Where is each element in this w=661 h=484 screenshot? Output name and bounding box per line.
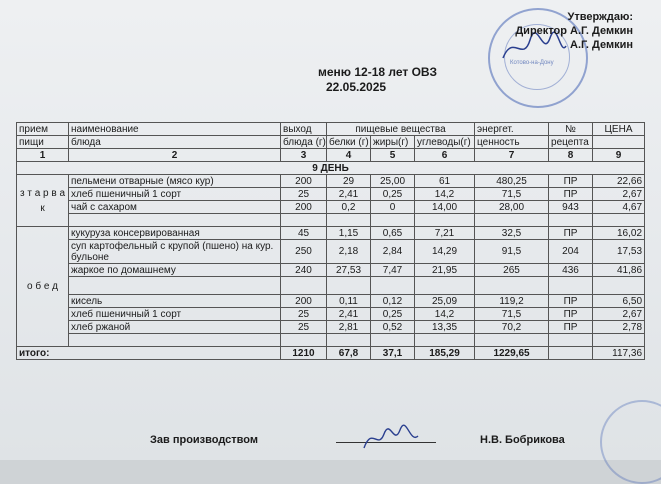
dish-name: чай с сахаром (69, 201, 281, 214)
header-cell: наименование (69, 123, 281, 136)
cell (415, 334, 475, 347)
dish-name: суп картофельный с крупой (пшено) на кур. бульоне (69, 240, 281, 264)
cell: 436 (549, 264, 593, 277)
cell: 0,25 (371, 308, 415, 321)
approval-block (433, 10, 633, 52)
day-label: 9 ДЕНЬ (17, 162, 645, 175)
day-row (17, 162, 645, 175)
round-stamp-bottom (600, 400, 661, 484)
table-row (17, 188, 645, 201)
header-cell: блюда (г) (281, 136, 327, 149)
approval-line-2: Директор А.Г. Демкин (515, 25, 633, 37)
cell (549, 277, 593, 295)
dish-name (69, 277, 281, 295)
cell: 943 (549, 201, 593, 214)
col-num: 6 (415, 149, 475, 162)
cell (475, 334, 549, 347)
cell (281, 214, 327, 227)
cell (549, 334, 593, 347)
lunch-label: о б е д (17, 227, 69, 347)
cell: ПР (549, 175, 593, 188)
cell: 32,5 (475, 227, 549, 240)
cell: 250 (281, 240, 327, 264)
header-cell: энергет. (475, 123, 549, 136)
cell: 200 (281, 201, 327, 214)
cell: 27,53 (327, 264, 371, 277)
cell (371, 214, 415, 227)
approval-line-3: А.Г. Демкин (570, 39, 633, 51)
cell: 71,5 (475, 308, 549, 321)
cell (371, 277, 415, 295)
total-cell: 67,8 (327, 347, 371, 360)
cell: 240 (281, 264, 327, 277)
cell: 25 (281, 321, 327, 334)
cell: 45 (281, 227, 327, 240)
cell: 2,41 (327, 308, 371, 321)
header-cell: пищевые вещества (327, 123, 475, 136)
dish-name: хлеб пшеничный 1 сорт (69, 188, 281, 201)
cell (327, 334, 371, 347)
stamp-text: Котово-на-Дону (510, 60, 554, 66)
cell: 1,15 (327, 227, 371, 240)
cell (549, 214, 593, 227)
total-row (17, 347, 645, 360)
total-cell: 117,36 (593, 347, 645, 360)
header-cell: углеводы(г) (415, 136, 475, 149)
col-num: 3 (281, 149, 327, 162)
cell (281, 334, 327, 347)
cell: 0,11 (327, 295, 371, 308)
header-cell: блюда (69, 136, 281, 149)
header-cell (593, 136, 645, 149)
cell (327, 214, 371, 227)
manager-signature (360, 420, 420, 456)
cell: 0,2 (327, 201, 371, 214)
cell (475, 214, 549, 227)
cell: 61 (415, 175, 475, 188)
cell: 119,2 (475, 295, 549, 308)
cell: ПР (549, 227, 593, 240)
header-cell: белки (г) (327, 136, 371, 149)
col-num: 8 (549, 149, 593, 162)
col-num: 2 (69, 149, 281, 162)
header-row-2 (17, 136, 645, 149)
dish-name (69, 334, 281, 347)
table-row (17, 214, 645, 227)
cell: 200 (281, 295, 327, 308)
dish-name (69, 214, 281, 227)
cell: 14,29 (415, 240, 475, 264)
cell: 480,25 (475, 175, 549, 188)
cell (593, 277, 645, 295)
col-num: 9 (593, 149, 645, 162)
col-num: 4 (327, 149, 371, 162)
cell (371, 334, 415, 347)
total-cell: 1229,65 (475, 347, 549, 360)
header-row-1 (17, 123, 645, 136)
cell: 25 (281, 188, 327, 201)
cell: 2,81 (327, 321, 371, 334)
cell: ПР (549, 308, 593, 321)
column-number-row (17, 149, 645, 162)
cell: 265 (475, 264, 549, 277)
table-row (17, 240, 645, 264)
table-row (17, 308, 645, 321)
cell: 14,2 (415, 188, 475, 201)
footer-role: Зав производством (150, 434, 259, 446)
cell: 25,09 (415, 295, 475, 308)
breakfast-label: з т а р в а к (17, 175, 69, 227)
cell (415, 277, 475, 295)
cell: 0,25 (371, 188, 415, 201)
cell (593, 214, 645, 227)
header-cell: прием (17, 123, 69, 136)
total-cell: 1210 (281, 347, 327, 360)
col-num: 1 (17, 149, 69, 162)
cell: 25 (281, 308, 327, 321)
cell: 0 (371, 201, 415, 214)
cell: 4,67 (593, 201, 645, 214)
table-row (17, 227, 645, 240)
header-cell: выход (281, 123, 327, 136)
menu-title: меню 12-18 лет ОВЗ (318, 65, 437, 79)
dish-name: кисель (69, 295, 281, 308)
table-row (17, 201, 645, 214)
cell: 13,35 (415, 321, 475, 334)
menu-date: 22.05.2025 (326, 80, 387, 94)
dish-name: пельмени отварные (мясо кур) (69, 175, 281, 188)
cell: 17,53 (593, 240, 645, 264)
cell: 2,41 (327, 188, 371, 201)
cell: 7,47 (371, 264, 415, 277)
header-cell: № (549, 123, 593, 136)
header-cell: ЦЕНА (593, 123, 645, 136)
cell (475, 277, 549, 295)
cell: 22,66 (593, 175, 645, 188)
total-label: итого: (17, 347, 281, 360)
cell: 71,5 (475, 188, 549, 201)
cell: 0,12 (371, 295, 415, 308)
cell: 70,2 (475, 321, 549, 334)
table-row (17, 321, 645, 334)
cell: 14,2 (415, 308, 475, 321)
header-cell: пищи (17, 136, 69, 149)
total-cell: 37,1 (371, 347, 415, 360)
cell: 29 (327, 175, 371, 188)
cell: ПР (549, 295, 593, 308)
table-row (17, 264, 645, 277)
dish-name: кукуруза консервированная (69, 227, 281, 240)
cell: 41,86 (593, 264, 645, 277)
table-row (17, 277, 645, 295)
total-cell: 185,29 (415, 347, 475, 360)
cell: ПР (549, 188, 593, 201)
cell: 14,00 (415, 201, 475, 214)
cell: ПР (549, 321, 593, 334)
cell: 200 (281, 175, 327, 188)
cell: 2,18 (327, 240, 371, 264)
cell: 2,67 (593, 188, 645, 201)
menu-table (16, 122, 645, 360)
table-row (17, 334, 645, 347)
cell: 2,78 (593, 321, 645, 334)
cell (281, 277, 327, 295)
table-row (17, 295, 645, 308)
cell: 6,50 (593, 295, 645, 308)
col-num: 7 (475, 149, 549, 162)
total-cell (549, 347, 593, 360)
header-cell: рецепта (549, 136, 593, 149)
cell (327, 277, 371, 295)
table-row (17, 175, 645, 188)
cell (415, 214, 475, 227)
cell: 21,95 (415, 264, 475, 277)
header-cell: жиры(г) (371, 136, 415, 149)
dish-name: хлеб ржаной (69, 321, 281, 334)
cell: 204 (549, 240, 593, 264)
cell: 91,5 (475, 240, 549, 264)
dish-name: хлеб пшеничный 1 сорт (69, 308, 281, 321)
dish-name: жаркое по домашнему (69, 264, 281, 277)
approval-line-1: Утверждаю: (567, 11, 633, 23)
cell: 25,00 (371, 175, 415, 188)
cell: 2,67 (593, 308, 645, 321)
footer-name: Н.В. Бобрикова (480, 434, 565, 446)
header-cell: ценность (475, 136, 549, 149)
cell: 7,21 (415, 227, 475, 240)
cell (593, 334, 645, 347)
col-num: 5 (371, 149, 415, 162)
cell: 16,02 (593, 227, 645, 240)
cell: 0,65 (371, 227, 415, 240)
cell: 2,84 (371, 240, 415, 264)
cell: 28,00 (475, 201, 549, 214)
cell: 0,52 (371, 321, 415, 334)
